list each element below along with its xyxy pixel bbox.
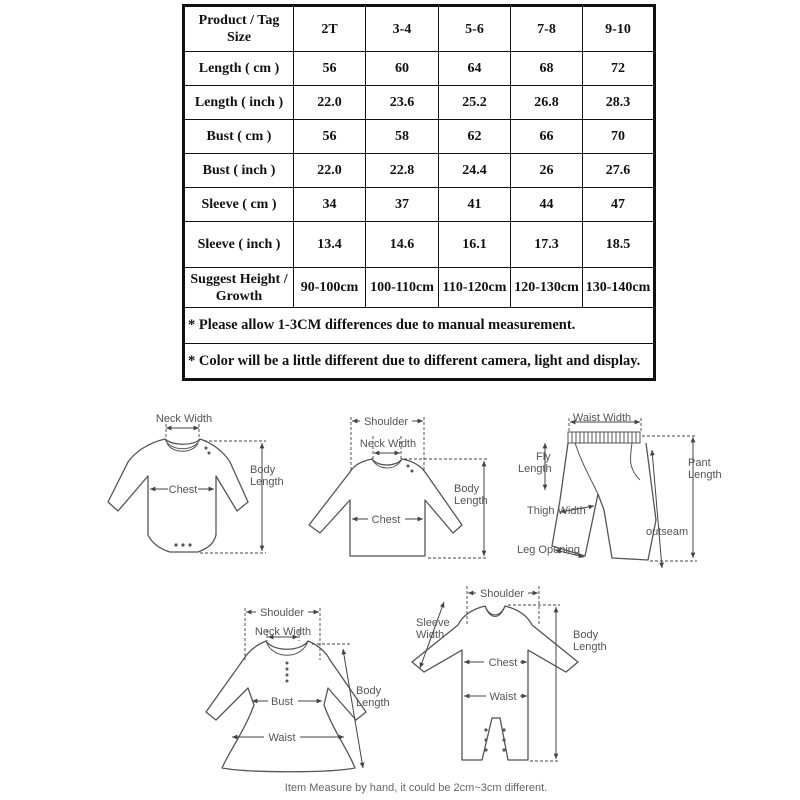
bodysuit-body-length-label-2: Length xyxy=(250,476,284,488)
table-header-row xyxy=(184,6,655,52)
dress-collar xyxy=(266,641,308,655)
table-cell: 17.3 xyxy=(511,222,583,268)
measurement-diagrams xyxy=(0,400,800,800)
bodysuit-neck-width-label: Neck Width xyxy=(155,413,213,425)
table-cell: 72 xyxy=(583,52,655,86)
dress-bust-label: Bust xyxy=(270,696,294,708)
pants-fly-length-label-2: Length xyxy=(518,463,552,475)
pants-fly-seam xyxy=(575,443,598,494)
romper-sleeve-width-label-2: Width xyxy=(416,629,445,641)
table-cell: 120-130cm xyxy=(511,268,583,308)
romper-snap xyxy=(502,728,505,731)
table-cell: 58 xyxy=(366,120,439,154)
note-row xyxy=(184,344,655,380)
dress-button xyxy=(286,674,289,677)
note-row xyxy=(184,308,655,344)
romper-snap xyxy=(484,738,487,741)
table-cell: 25.2 xyxy=(439,86,511,120)
table-row xyxy=(184,188,655,222)
pants-pant-length-label-2: Length xyxy=(688,469,722,481)
color-note: * Color will be a little different due to different camera, light and display. xyxy=(184,344,655,380)
table-cell: 22.8 xyxy=(366,154,439,188)
romper-waist-label: Waist xyxy=(489,691,517,703)
table-row xyxy=(184,120,655,154)
table-cell: 27.6 xyxy=(583,154,655,188)
table-cell: 26.8 xyxy=(511,86,583,120)
table-cell: 34 xyxy=(294,188,366,222)
measurement-note: * Please allow 1-3CM differences due to manual measurement. xyxy=(184,308,655,344)
table-cell: 41 xyxy=(439,188,511,222)
pants-diagram xyxy=(517,412,722,568)
table-cell: 64 xyxy=(439,52,511,86)
bodysuit-chest-label: Chest xyxy=(168,484,198,496)
dress-button xyxy=(286,662,289,665)
header-cell-size: 7-8 xyxy=(511,6,583,52)
table-cell: 130-140cm xyxy=(583,268,655,308)
sweater-diagram xyxy=(309,416,488,558)
pants-waist-width-label: Waist Width xyxy=(572,412,632,424)
romper-snap xyxy=(484,728,487,731)
bodysuit-snap xyxy=(181,543,184,546)
table-cell: 70 xyxy=(583,120,655,154)
table-cell: 60 xyxy=(366,52,439,86)
pants-waistband-ribbing xyxy=(572,432,636,443)
table-cell: 62 xyxy=(439,120,511,154)
table-cell: 47 xyxy=(583,188,655,222)
dress-waist-label: Waist xyxy=(268,732,296,744)
romper-chest-label: Chest xyxy=(488,657,518,669)
table-cell: 56 xyxy=(294,52,366,86)
row-label: Sleeve ( cm ) xyxy=(184,188,294,222)
table-cell: 28.3 xyxy=(583,86,655,120)
romper-body-length-label-1: Body xyxy=(573,629,599,641)
row-label: Bust ( cm ) xyxy=(184,120,294,154)
table-cell: 68 xyxy=(511,52,583,86)
romper-body-length-label-2: Length xyxy=(573,641,607,653)
romper-sleeve-width-label-1: Sleeve xyxy=(416,617,450,629)
bodysuit-snap xyxy=(208,452,211,455)
romper-snap xyxy=(484,748,487,751)
sweater-chest-label: Chest xyxy=(371,514,401,526)
measure-note: Item Measure by hand, it could be 2cm~3cm different. xyxy=(284,782,548,794)
header-cell-product-tag-size: Product / Tag Size xyxy=(184,6,294,52)
row-label: Bust ( inch ) xyxy=(184,154,294,188)
bodysuit-diagram xyxy=(108,413,284,553)
table-cell: 44 xyxy=(511,188,583,222)
table-cell: 13.4 xyxy=(294,222,366,268)
pants-leg-opening-label: Leg Opening xyxy=(517,544,580,556)
size-chart-table xyxy=(182,4,656,381)
dress-button xyxy=(286,668,289,671)
table-cell: 56 xyxy=(294,120,366,154)
table-cell: 23.6 xyxy=(366,86,439,120)
romper-diagram xyxy=(412,586,607,761)
table-cell: 110-120cm xyxy=(439,268,511,308)
pants-pocket xyxy=(630,443,640,480)
table-cell: 22.0 xyxy=(294,86,366,120)
pants-outseam-label: outseam xyxy=(646,526,689,538)
sweater-shoulder-label: Shoulder xyxy=(363,416,409,428)
row-label: Sleeve ( inch ) xyxy=(184,222,294,268)
dress-body-length-label-1: Body xyxy=(356,685,382,697)
bodysuit-snap xyxy=(174,543,177,546)
sweater-neck-width-label: Neck Width xyxy=(359,438,417,450)
table-cell: 90-100cm xyxy=(294,268,366,308)
bodysuit-snap xyxy=(188,543,191,546)
table-cell: 14.6 xyxy=(366,222,439,268)
row-label: Suggest Height / Growth xyxy=(184,268,294,308)
dress-neck-width-label: Neck Width xyxy=(254,626,312,638)
dress-body-length-label-2: Length xyxy=(356,697,390,709)
table-row xyxy=(184,154,655,188)
romper-snap xyxy=(502,748,505,751)
table-cell: 16.1 xyxy=(439,222,511,268)
bodysuit-snap xyxy=(205,447,208,450)
romper-snap xyxy=(502,738,505,741)
table-row xyxy=(184,52,655,86)
table-cell: 26 xyxy=(511,154,583,188)
table-row xyxy=(184,86,655,120)
pants-fly-length-label-1: Fly xyxy=(536,451,551,463)
table-cell: 18.5 xyxy=(583,222,655,268)
header-cell-size: 9-10 xyxy=(583,6,655,52)
pants-outline xyxy=(552,443,656,560)
header-cell-size: 2T xyxy=(294,6,366,52)
table-cell: 66 xyxy=(511,120,583,154)
table-cell: 24.4 xyxy=(439,154,511,188)
romper-shoulder-label: Shoulder xyxy=(479,588,525,600)
table-cell: 22.0 xyxy=(294,154,366,188)
row-label: Length ( inch ) xyxy=(184,86,294,120)
bodysuit-body-length-label-1: Body xyxy=(250,464,276,476)
dress-button xyxy=(286,680,289,683)
table-cell: 100-110cm xyxy=(366,268,439,308)
sweater-body-length-label-1: Body xyxy=(454,483,480,495)
row-label: Length ( cm ) xyxy=(184,52,294,86)
sweater-button xyxy=(411,470,414,473)
dress-diagram xyxy=(206,607,390,772)
header-cell-size: 3-4 xyxy=(366,6,439,52)
table-cell: 37 xyxy=(366,188,439,222)
sweater-body-length-label-2: Length xyxy=(454,495,488,507)
header-cell-size: 5-6 xyxy=(439,6,511,52)
pants-pant-length-label-1: Pant xyxy=(688,457,711,469)
pants-thigh-width-label: Thigh Width xyxy=(527,505,586,517)
sweater-outline xyxy=(309,459,462,556)
table-row xyxy=(184,222,655,268)
pants-outseam-arrow xyxy=(652,450,662,568)
dress-shoulder-label: Shoulder xyxy=(259,607,305,619)
sweater-button xyxy=(407,465,410,468)
table-row xyxy=(184,268,655,308)
